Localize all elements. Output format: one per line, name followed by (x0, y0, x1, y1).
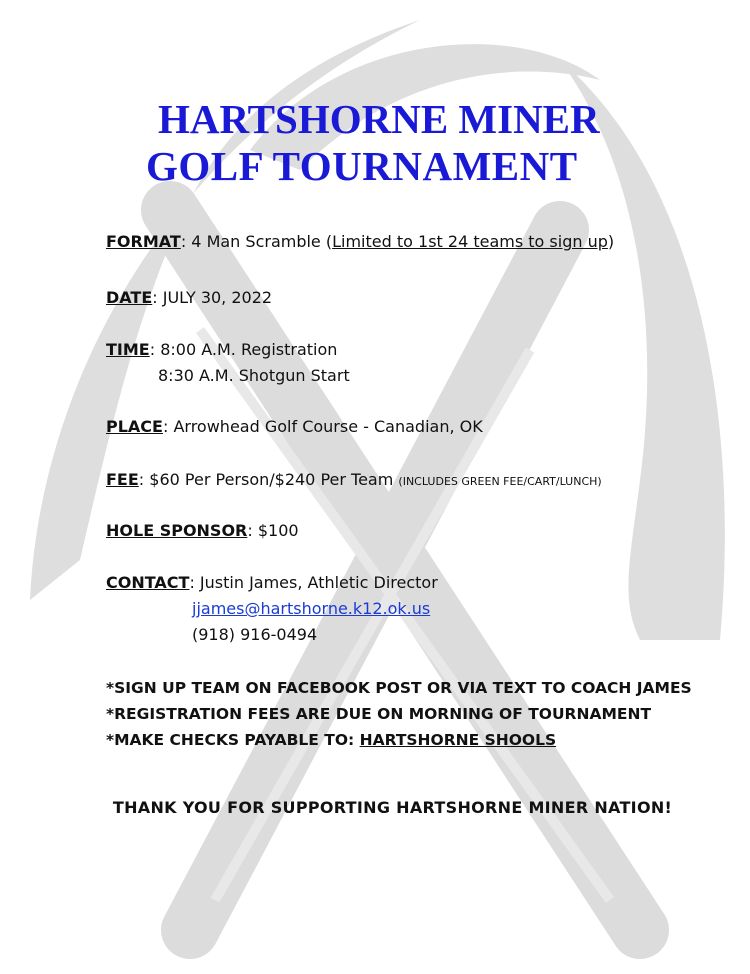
hole-sponsor-value: : $100 (247, 521, 299, 540)
time-row-2 (158, 366, 350, 386)
fee-label: FEE (106, 470, 139, 489)
fee-note: (INCLUDES GREEN FEE/CART/LUNCH) (398, 475, 602, 488)
title-line-1: HARTSHORNE MINER (158, 96, 600, 142)
time-value-2: 8:30 A.M. Shotgun Start (158, 366, 350, 385)
format-limit: Limited to 1st 24 teams to sign up (332, 232, 608, 251)
time-label: TIME (106, 340, 150, 359)
place-row (106, 417, 483, 437)
contact-row (106, 573, 438, 593)
note-checks-prefix: *MAKE CHECKS PAYABLE TO: (106, 731, 360, 749)
date-label: DATE (106, 288, 153, 307)
place-label: PLACE (106, 417, 163, 436)
time-row (106, 340, 337, 360)
contact-phone: (918) 916-0494 (192, 625, 318, 644)
thank-you-message: THANK YOU FOR SUPPORTING HARTSHORNE MINER NATION! (112, 798, 673, 817)
format-row (106, 232, 614, 252)
date-value: : JULY 30, 2022 (152, 288, 273, 307)
note-signup: *SIGN UP TEAM ON FACEBOOK POST OR VIA TEXT TO COACH JAMES (106, 679, 692, 697)
note-checks (106, 730, 556, 750)
note-checks-payee: HARTSHORNE SHOOLS (359, 731, 557, 749)
contact-phone-row (192, 625, 317, 645)
place-value: : Arrowhead Golf Course - Canadian, OK (162, 417, 483, 436)
contact-email-link[interactable]: jjames@hartshorne.k12.ok.us (192, 599, 431, 618)
contact-email-row (192, 599, 430, 619)
hole-sponsor-label: HOLE SPONSOR (106, 521, 248, 540)
contact-label: CONTACT (106, 573, 190, 592)
title-line-2: GOLF TOURNAMENT (146, 143, 578, 189)
format-value: : 4 Man Scramble ( (180, 232, 333, 251)
date-row (106, 288, 272, 308)
hole-sponsor-row (106, 521, 299, 541)
note-fees-due: *REGISTRATION FEES ARE DUE ON MORNING OF TOURNAMENT (106, 705, 652, 723)
fee-value: : $60 Per Person/$240 Per Team (138, 470, 399, 489)
fee-row (106, 470, 602, 492)
format-close: ) (607, 232, 615, 251)
time-value-1: : 8:00 A.M. Registration (149, 340, 338, 359)
format-label: FORMAT (106, 232, 181, 251)
contact-value: : Justin James, Athletic Director (189, 573, 438, 592)
